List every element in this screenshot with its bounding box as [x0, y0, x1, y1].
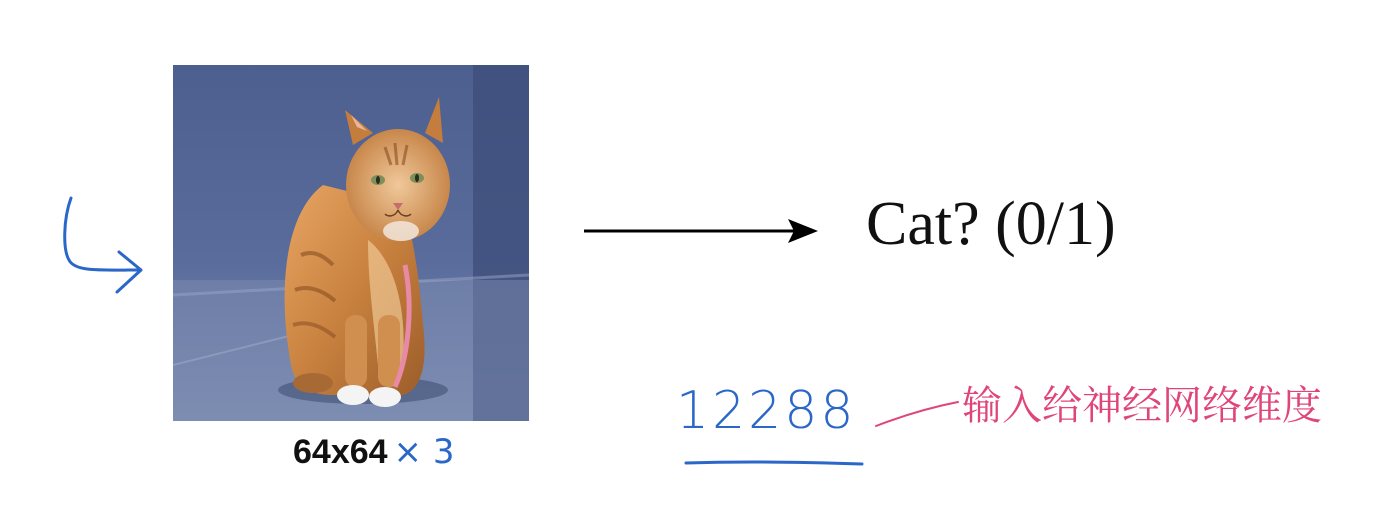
hand-underline: [684, 455, 866, 471]
annotation-pointer-line: [872, 398, 962, 430]
output-question: Cat? (0/1): [866, 190, 1116, 258]
dims-multiplier-text: × 3: [393, 432, 455, 472]
vector-length-annotation: 12288: [676, 381, 857, 441]
cat-image: [173, 65, 529, 421]
hand-drawn-hook-arrow: [55, 190, 165, 310]
dims-main-text: 64x64: [293, 433, 388, 471]
input-dimensions-label: [293, 432, 454, 472]
right-arrow-icon: [582, 216, 822, 246]
dimension-note: 输入给神经网络维度: [962, 383, 1322, 429]
